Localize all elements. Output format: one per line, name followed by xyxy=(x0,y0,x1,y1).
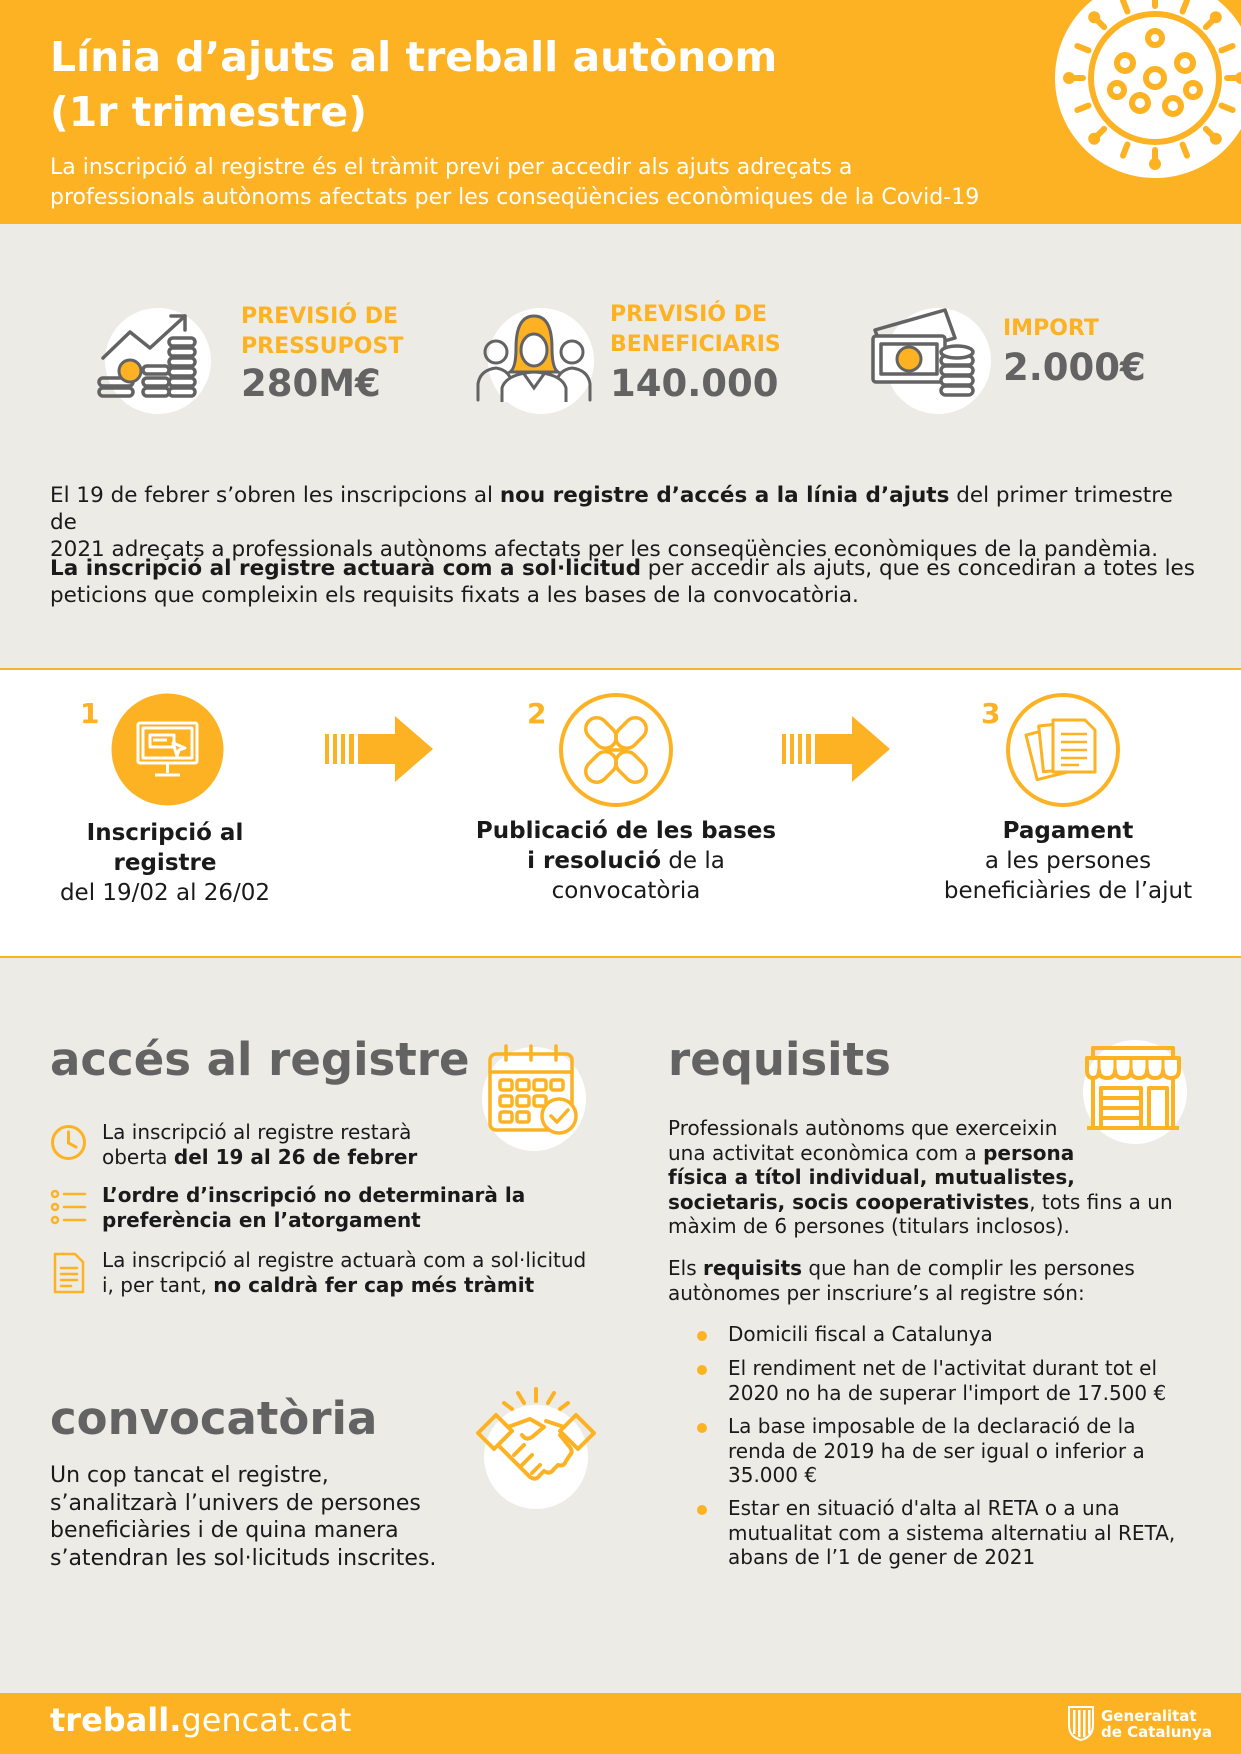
stat-label: IMPORT xyxy=(1003,316,1099,341)
stat-label-line: PREVISIÓ DE xyxy=(241,304,398,329)
text-span: , tots fins a un xyxy=(1029,1189,1173,1214)
stat-budget xyxy=(90,300,420,420)
text-highlight: preferència en l’atorgament xyxy=(102,1207,421,1232)
text-line: Domicili fiscal a Catalunya xyxy=(728,1322,993,1346)
bullet-icon xyxy=(697,1423,707,1433)
site-bold: treball. xyxy=(50,1701,182,1739)
intro-line xyxy=(50,482,1200,536)
bullet-icon xyxy=(697,1331,707,1341)
virus-icon xyxy=(1055,0,1241,178)
text-line xyxy=(102,1273,622,1298)
stat-label-line: PREVISIÓ DE xyxy=(610,302,767,327)
text-line xyxy=(668,1141,1188,1166)
step-title: registre xyxy=(113,850,217,876)
text-line: Estar en situació d'alta al RETA o a una xyxy=(728,1496,1120,1520)
access-item-text xyxy=(102,1183,602,1232)
step-text: convocatòria xyxy=(551,878,701,904)
site-rest: gencat.cat xyxy=(181,1701,352,1739)
step-title: Publicació de les bases xyxy=(475,818,777,844)
stat-value: 280M€ xyxy=(241,362,381,405)
step-1-text xyxy=(40,818,290,908)
text-line: Un cop tancat el registre, xyxy=(50,1463,329,1488)
bullet-icon xyxy=(697,1505,707,1515)
document-icon xyxy=(53,1252,85,1294)
subtitle-line-1: La inscripció al registre és el tràmit previ per accedir als ajuts adreçats a xyxy=(50,155,853,180)
page-subtitle xyxy=(50,153,1050,213)
list-icon xyxy=(50,1189,87,1226)
text-line: s’atendran les sol·licituds inscrites. xyxy=(50,1545,437,1571)
step-title: Inscripció al xyxy=(86,820,244,846)
stat-label xyxy=(241,302,403,362)
computer-form-icon xyxy=(111,693,224,806)
intro-line: peticions que compleixin els requisits fixats a les bases de la convocatòria. xyxy=(50,583,859,608)
text-span: oberta xyxy=(102,1144,174,1169)
step-title: i resolució xyxy=(527,848,662,874)
text-span: que han de complir les persones xyxy=(802,1256,1135,1280)
text-line: La inscripció al registre actuarà com a sol·licitud xyxy=(102,1248,587,1272)
convocatoria-heading: convocatòria xyxy=(50,1392,378,1445)
intro-highlight: nou registre d’accés a la línia d’ajuts xyxy=(499,483,950,508)
text-line: màxim de 6 persones (titulars inclosos). xyxy=(668,1214,1070,1238)
text-highlight: física a títol individual, mutualistes, xyxy=(668,1165,1075,1189)
text-line: Professionals autònoms que exerceixin xyxy=(668,1116,1058,1140)
stat-label-line: BENEFICIARIS xyxy=(610,332,781,357)
step-title: Pagament xyxy=(1002,818,1134,844)
text-line: 2020 no ha de superar l'import de 17.500 € xyxy=(728,1380,1167,1405)
text-line: La inscripció al registre restarà xyxy=(102,1120,412,1144)
step-dates: del 19/02 al 26/02 xyxy=(59,880,271,906)
text-highlight: societaris, socis cooperativistes xyxy=(668,1189,1030,1214)
text-line: mutualitat com a sistema alternatiu al RETA, xyxy=(728,1520,1176,1545)
text-span: Els xyxy=(668,1256,703,1280)
subtitle-line-2: professionals autònoms afectats per les conseqüències econòmiques de la Covid-19 xyxy=(50,185,980,210)
website-link[interactable] xyxy=(50,1701,351,1739)
access-heading: accés al registre xyxy=(50,1033,470,1086)
title-line-2: (1r trimestre) xyxy=(50,88,367,136)
documents-icon xyxy=(1005,692,1121,808)
stat-label xyxy=(610,300,781,360)
intro-text: El 19 de febrer s’obren les inscripcions al xyxy=(50,483,500,508)
text-line: 35.000 € xyxy=(728,1463,818,1487)
process-steps xyxy=(0,668,1241,958)
arrow-right-icon xyxy=(782,714,892,784)
intro-text: del primer trimestre de xyxy=(50,483,1173,535)
text-line: La base imposable de la declaració de la xyxy=(728,1414,1136,1438)
text-line: s’analitzarà l’univers de persones xyxy=(50,1490,421,1516)
step-3-text xyxy=(928,816,1208,906)
intro-highlight: La inscripció al registre actuarà com a sol·licitud xyxy=(50,556,641,581)
intro-text: per accedir als ajuts, que es concediran a totes les xyxy=(640,556,1195,581)
intro-line xyxy=(50,555,1200,582)
text-highlight: del 19 al 26 de febrer xyxy=(173,1144,418,1169)
text-line: autònomes per inscriure’s al registre són: xyxy=(668,1280,1085,1305)
header-banner xyxy=(0,0,1241,224)
text-highlight: persona xyxy=(983,1140,1075,1165)
step-number: 3 xyxy=(981,697,1001,730)
step-text: beneficiàries de l’ajut xyxy=(943,878,1193,904)
footer xyxy=(0,1693,1241,1754)
title-line-1: Línia d’ajuts al treball autònom xyxy=(50,33,778,81)
text-line: beneficiàries i de quina manera xyxy=(50,1518,399,1543)
bullet-icon xyxy=(697,1365,707,1375)
logo-line: de Catalunya xyxy=(1101,1723,1212,1741)
money-growth-icon xyxy=(95,308,205,408)
step-number: 2 xyxy=(527,697,547,730)
text-highlight: no caldrà fer cap més tràmit xyxy=(213,1272,535,1297)
text-line xyxy=(668,1190,1188,1215)
text-line: abans de l’1 de gener de 2021 xyxy=(728,1545,1036,1569)
requisits-heading: requisits xyxy=(668,1033,891,1086)
generalitat-logo-text xyxy=(1101,1708,1212,1740)
text-highlight: L’ordre d’inscripció no determinarà la xyxy=(102,1183,526,1207)
cash-coins-icon xyxy=(865,308,985,408)
intro-line: 2021 adreçats a professionals autònoms afectats per les conseqüències econòmiques de la pandèmia. xyxy=(50,537,1159,562)
text-span: una activitat econòmica com a xyxy=(668,1140,984,1165)
text-span: i, per tant, xyxy=(102,1272,214,1297)
intro-paragraph-1 xyxy=(50,482,1200,563)
text-line xyxy=(668,1256,1188,1281)
logo-line: Generalitat xyxy=(1101,1707,1197,1725)
text-highlight: requisits xyxy=(702,1256,803,1280)
text-line xyxy=(102,1145,602,1170)
stat-label-line: PRESSUPOST xyxy=(241,334,404,359)
generalitat-logo-icon xyxy=(1067,1705,1095,1741)
arrow-right-icon xyxy=(325,714,435,784)
text-line: renda de 2019 ha de ser igual o inferior a xyxy=(728,1438,1145,1463)
requisits-paragraph-1 xyxy=(668,1116,1188,1239)
step-2-text xyxy=(470,816,782,906)
intro-paragraph-2 xyxy=(50,555,1200,609)
clock-icon xyxy=(50,1124,87,1161)
access-item-text xyxy=(102,1120,602,1169)
step-text: a les persones xyxy=(984,848,1152,874)
chain-link-icon xyxy=(558,692,674,808)
step-number: 1 xyxy=(80,697,100,730)
requisits-paragraph-2 xyxy=(668,1256,1188,1305)
stat-value: 2.000€ xyxy=(1003,346,1146,389)
stat-value: 140.000 xyxy=(610,362,779,405)
page-title xyxy=(50,30,1010,140)
step-text: de la xyxy=(661,848,725,874)
text-line: El rendiment net de l'activitat durant tot el xyxy=(728,1356,1158,1380)
stat-beneficiaries xyxy=(470,300,810,420)
people-group-icon xyxy=(474,310,594,410)
access-item-text xyxy=(102,1248,622,1297)
stat-amount xyxy=(865,300,1165,420)
convocatoria-text xyxy=(50,1462,510,1572)
